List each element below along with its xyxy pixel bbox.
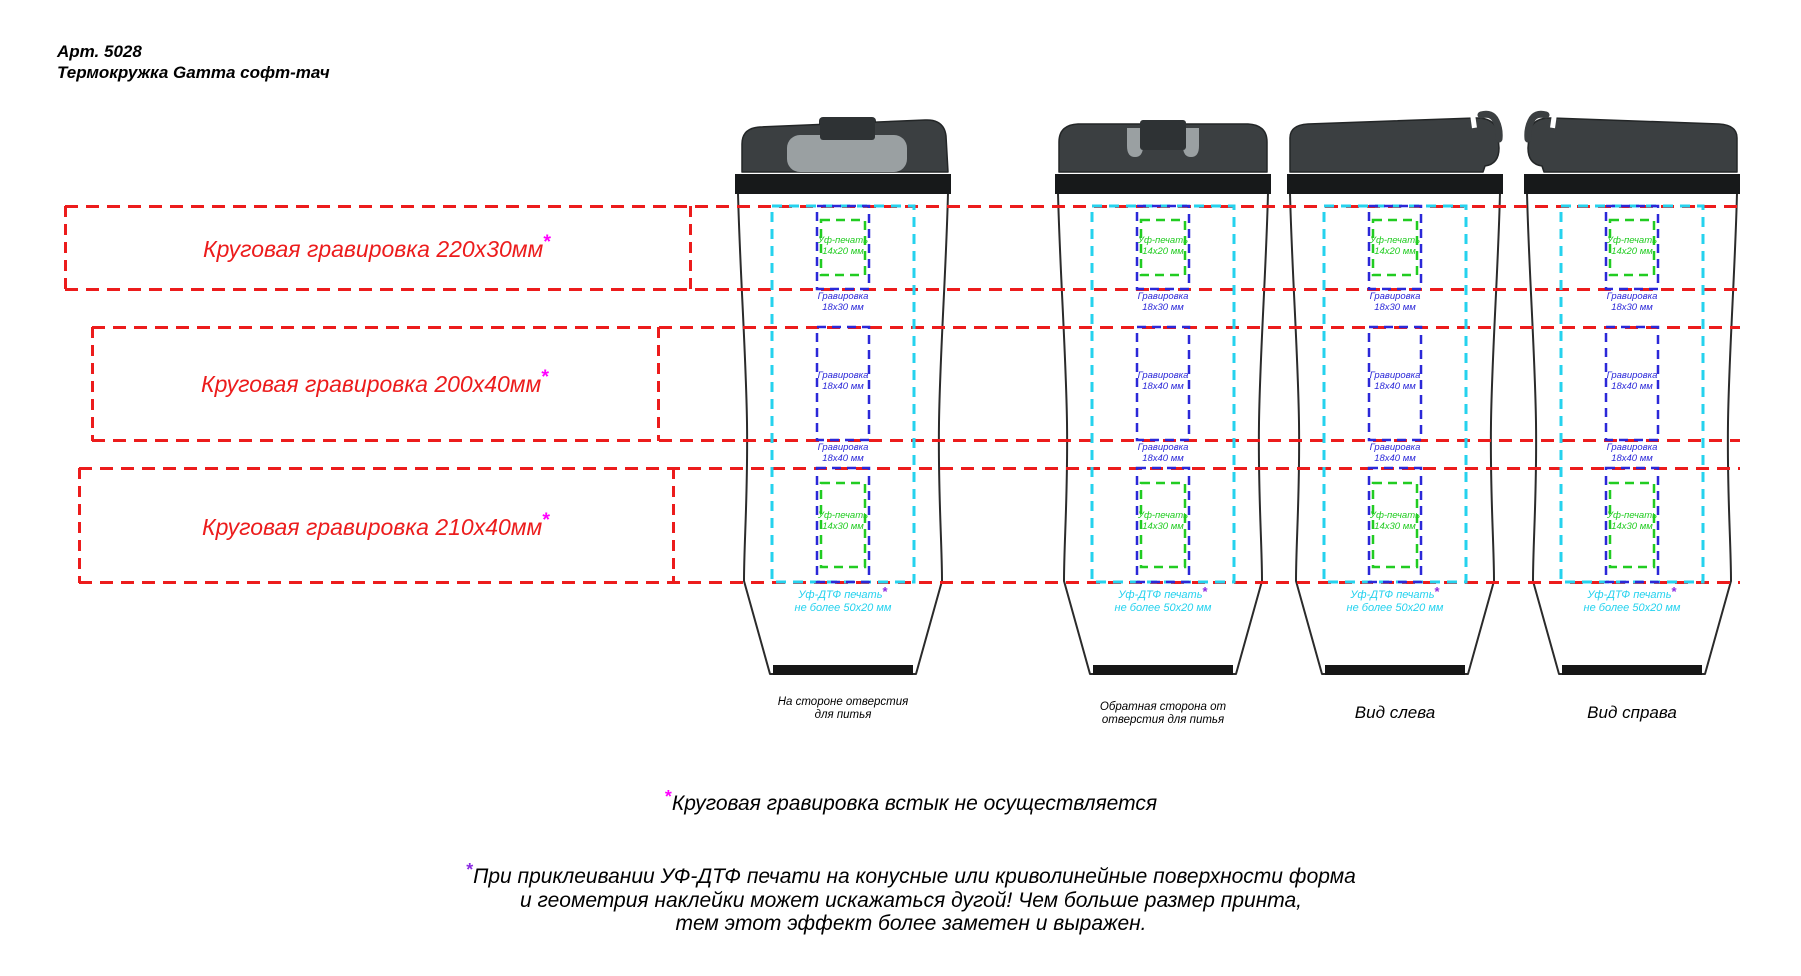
article-number: Арт. 5028: [57, 42, 142, 61]
footnote-engraving: *Круговая гравировка встык не осуществляется: [664, 786, 1158, 815]
lid-tab: [1140, 120, 1186, 150]
mug-back-caption: Обратная сторона от отверстия для питья: [1099, 701, 1227, 726]
product-name: Термокружка Gamma софт-тач: [57, 63, 330, 82]
uv-print-top-label: Уф-печать 14x20 мм: [1137, 235, 1189, 257]
uv-print-bottom-label: Уф-печать 14x30 мм: [1369, 510, 1421, 532]
mug-base: [1093, 665, 1233, 675]
engraving-18x40-bottom-label: Гравировка 18x40 мм: [817, 442, 869, 464]
mug-lid: [1528, 118, 1737, 172]
footnote-dtf: *При приклеивании УФ-ДТФ печати на конусные или криволинейные поверхности форма и геометрия наклейки может искажаться дугой! Чем больше размер принта, тем этот эффект более заметен и выражен.: [466, 859, 1356, 935]
engraving-18x40-mid-label: Гравировка 18x40 мм: [817, 370, 869, 392]
mug-lid-group: [1528, 114, 1737, 172]
engraving-18x40-bottom-label: Гравировка 18x40 мм: [1606, 442, 1658, 464]
mug-right-caption: Вид справа: [1587, 703, 1677, 722]
uv-print-bottom-label: Уф-печать 14x30 мм: [1137, 510, 1189, 532]
asterisk: *: [543, 231, 551, 254]
lid-band: [735, 174, 951, 194]
engraving-18x30-label: Гравировка 18x30 мм: [1369, 291, 1421, 313]
lid-band: [1524, 174, 1740, 194]
engraving-18x40-bottom-label: Гравировка 18x40 мм: [1369, 442, 1421, 464]
zone-label-210x40: Круговая гравировка 210x40мм*: [202, 509, 550, 540]
asterisk: *: [466, 859, 474, 879]
engraving-18x40-mid-label: Гравировка 18x40 мм: [1369, 370, 1421, 392]
mug-base: [773, 665, 913, 675]
uv-print-top-label: Уф-печать 14x20 мм: [817, 235, 869, 257]
engraving-18x40-mid-label: Гравировка 18x40 мм: [1606, 370, 1658, 392]
uv-print-top-label: Уф-печать 14x20 мм: [1606, 235, 1658, 257]
asterisk: *: [1202, 584, 1208, 599]
engraving-18x30-label: Гравировка 18x30 мм: [1137, 291, 1189, 313]
lid-slider: [787, 135, 907, 172]
zone-label-220x30: Круговая гравировка 220x30мм*: [203, 231, 551, 262]
asterisk: *: [1671, 584, 1677, 599]
engraving-18x30-label: Гравировка 18x30 мм: [1606, 291, 1658, 313]
mug-lid: [1290, 118, 1499, 172]
lid-band: [1287, 174, 1503, 194]
engraving-18x30-label: Гравировка 18x30 мм: [817, 291, 869, 313]
uv-dtf-label: Уф-ДТФ печать* не более 50x20 мм: [1114, 584, 1212, 614]
zone-label-200x40: Круговая гравировка 200x40мм*: [201, 366, 549, 397]
mug-base: [1325, 665, 1465, 675]
asterisk: *: [542, 509, 550, 532]
mug-left-caption: Вид слева: [1354, 703, 1436, 722]
uv-dtf-label: Уф-ДТФ печать* не более 50x20 мм: [1346, 584, 1444, 614]
sheet-header: [57, 41, 330, 83]
mug-lid-group: [1290, 114, 1499, 172]
uv-print-top-label: Уф-печать 14x20 мм: [1369, 235, 1421, 257]
mug-front-caption: На стороне отверстия для питья: [777, 696, 909, 721]
lid-band: [1055, 174, 1271, 194]
uv-print-bottom-label: Уф-печать 14x30 мм: [1606, 510, 1658, 532]
mug-base: [1562, 665, 1702, 675]
asterisk: *: [541, 366, 549, 389]
asterisk: *: [664, 786, 672, 806]
lid-tab-top: [820, 118, 875, 140]
asterisk: *: [1434, 584, 1440, 599]
asterisk: *: [882, 584, 888, 599]
engraving-18x40-mid-label: Гравировка 18x40 мм: [1137, 370, 1189, 392]
uv-print-bottom-label: Уф-печать 14x30 мм: [817, 510, 869, 532]
uv-dtf-label: Уф-ДТФ печать* не более 50x20 мм: [794, 584, 892, 614]
uv-dtf-label: Уф-ДТФ печать* не более 50x20 мм: [1583, 584, 1681, 614]
engraving-18x40-bottom-label: Гравировка 18x40 мм: [1137, 442, 1189, 464]
